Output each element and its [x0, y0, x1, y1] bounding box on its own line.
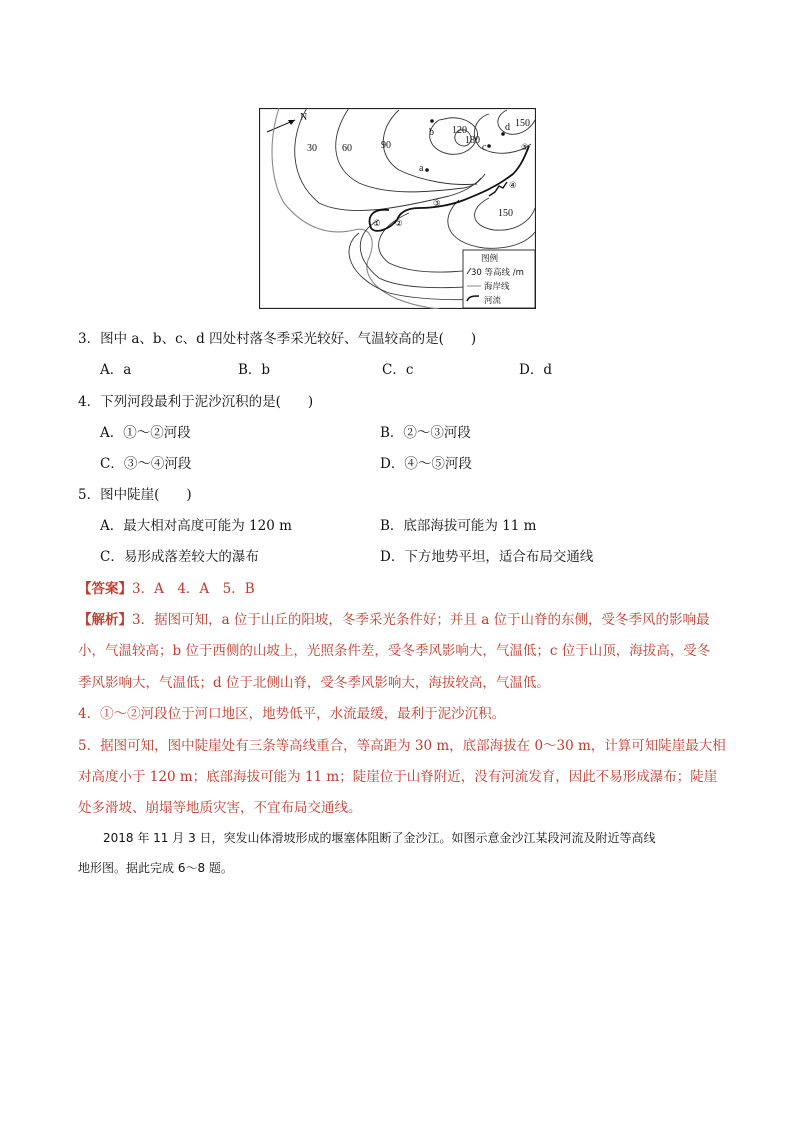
answer-tag: 【答案】 [78, 581, 132, 597]
q5-option-a: A．最大相对高度可能为 120 m [100, 518, 292, 534]
q5-stem: 5．图中陡崖( ) [78, 487, 192, 503]
contour-label-150-bottom: 150 [498, 208, 513, 219]
q4-option-d: D．④～⑤河段 [380, 456, 472, 472]
legend-river: 河流 [484, 296, 502, 306]
north-label: N [300, 112, 308, 123]
contour-label-180: 180 [465, 135, 480, 146]
river-point-4: ④ [509, 181, 517, 191]
analysis-p4: 4．①～②河段位于河口地区，地势低平，水流最缓，最利于泥沙沉积。 [78, 706, 506, 722]
analysis-p3-1: 3．据图可知，a 位于山丘的阳坡，冬季采光条件好；并且 a 位于山脊的东侧，受冬季风的影响最 [132, 612, 710, 628]
q4-option-c: C．③～④河段 [100, 456, 192, 472]
village-a-dot [425, 168, 429, 172]
contour-label-120: 120 [452, 125, 467, 136]
village-a-label: a [419, 163, 424, 174]
intro-line-1: 2018 年 11 月 3 日，突发山体滑坡形成的堰塞体阻断了金沙江。如图示意金沙江某段河流及附近等高线 [103, 831, 656, 845]
legend-coast: 海岸线 [484, 282, 510, 292]
q3-option-b: B．b [238, 362, 271, 378]
q3-option-c: C．c [382, 362, 414, 378]
analysis-p3-3: 季风影响大，气温低；d 位于北侧山脊，受冬季风影响大，海拔较高，气温低。 [78, 675, 550, 691]
q3-stem: 3．图中 a、b、c、d 四处村落冬季采光较好、气温较高的是( ) [78, 331, 477, 347]
legend-contour: 30 等高线 /m [471, 268, 524, 278]
q4-stem: 4．下列河段最利于泥沙沉积的是( ) [78, 394, 314, 410]
village-d-label: d [505, 122, 510, 133]
analysis-p3-2: 小，气温较高；b 位于西侧的山坡上，光照条件差，受冬季风影响大，气温低；c 位于山顶，海拔高，受冬 [78, 643, 711, 659]
answer-text: 3．A 4．A 5．B [132, 581, 255, 597]
analysis-tag: 【解析】 [78, 612, 132, 628]
q5-option-d: D．下方地势平坦，适合布局交通线 [380, 549, 594, 565]
river-point-5: ⑤ [521, 143, 529, 153]
analysis-p5-1: 5．据图可知，图中陡崖处有三条等高线重合，等高距为 30 m，底部海拔在 0～30 m，计算可知陡崖最大相 [78, 738, 726, 754]
village-b-label: b [429, 127, 434, 138]
village-c-label: c [482, 142, 487, 153]
river-point-3: ③ [433, 199, 441, 209]
village-b-dot [430, 119, 434, 123]
contour-label-90: 90 [381, 140, 391, 151]
q5-option-c: C．易形成落差较大的瀑布 [100, 549, 259, 565]
river-point-2: ② [395, 219, 403, 229]
q3-option-a: A．a [100, 362, 132, 378]
analysis-p5-2: 对高度小于 120 m；底部海拔可能为 11 m；陡崖位于山脊附近，没有河流发育，因此不易形成瀑布；陡崖 [78, 769, 718, 785]
q4-option-b: B．②～③河段 [380, 425, 471, 441]
contour-label-30: 30 [307, 143, 317, 154]
village-c-dot [487, 144, 491, 148]
legend-title: 图例 [481, 254, 499, 264]
river-point-1: ① [373, 219, 381, 229]
contour-label-60: 60 [342, 143, 352, 154]
map-legend [463, 250, 535, 308]
contour-map [259, 108, 536, 309]
intro-line-2: 地形图。据此完成 6～8 题。 [78, 861, 233, 875]
q5-option-b: B．底部海拔可能为 11 m [380, 518, 537, 534]
analysis-p5-3: 处多滑坡、崩塌等地质灾害，不宜布局交通线。 [78, 800, 362, 816]
q3-option-d: D．d [519, 362, 552, 378]
analysis-p3-line1 [78, 610, 710, 630]
answer-line [78, 579, 255, 599]
contour-label-150-top: 150 [515, 118, 530, 129]
q4-option-a: A．①～②河段 [100, 425, 191, 441]
